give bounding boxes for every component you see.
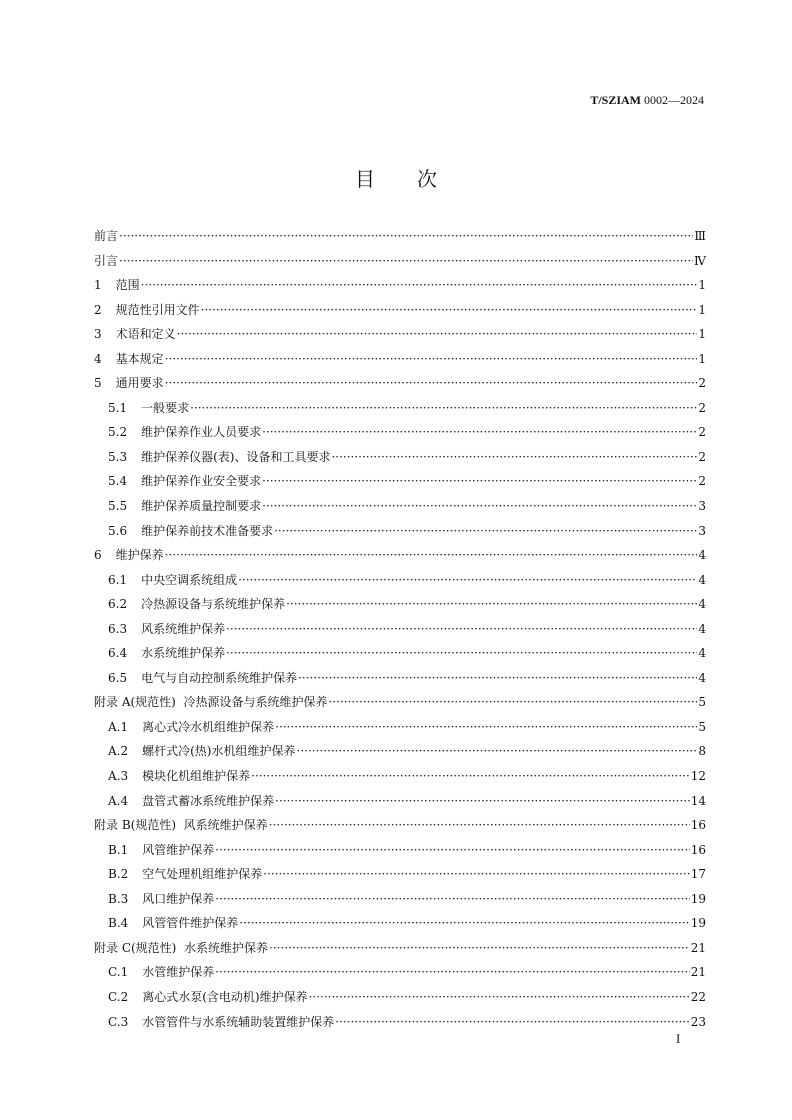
toc-entry-number: 3	[94, 327, 102, 342]
toc-entry-number: 6	[94, 548, 102, 563]
toc-entry-number: A.2	[108, 744, 129, 759]
toc-entry[interactable]	[94, 521, 706, 546]
toc-leader-dots	[263, 864, 689, 884]
toc-entry-number: 5.3	[108, 449, 128, 464]
toc-entry-page: 1	[698, 278, 706, 293]
toc-entry-page: 21	[690, 965, 706, 980]
toc-leader-dots	[275, 717, 697, 737]
toc-entry[interactable]	[94, 766, 706, 791]
page-title: 目次	[355, 167, 479, 191]
toc-entry-number: 6.4	[108, 646, 128, 661]
toc-entry[interactable]	[94, 962, 706, 987]
toc-entry-page: 3	[698, 499, 706, 514]
toc-entry-label: 范围	[115, 278, 140, 293]
toc-entry[interactable]	[94, 545, 706, 570]
toc-entry-page: 3	[698, 523, 706, 538]
toc-entry[interactable]	[94, 1012, 706, 1037]
toc-leader-dots	[215, 962, 690, 982]
toc-entry-label: 引言	[94, 253, 119, 268]
document-number	[590, 93, 704, 108]
toc-entry-page: 2	[698, 400, 706, 415]
table-of-contents	[94, 226, 706, 1036]
toc-entry-number: 6.2	[108, 597, 128, 612]
toc-leader-dots	[331, 447, 697, 467]
toc-entry[interactable]	[94, 643, 706, 668]
toc-entry-number: 4	[94, 351, 102, 366]
toc-leader-dots	[215, 889, 689, 909]
toc-entry[interactable]	[94, 324, 706, 349]
toc-entry-label: 空气处理机组维护保养	[142, 867, 263, 882]
toc-leader-dots	[298, 668, 697, 688]
document-prefix: T/SZIAM	[590, 93, 641, 107]
toc-entry-number: B.4	[108, 916, 129, 931]
toc-entry[interactable]	[94, 864, 706, 889]
toc-entry-number: 5	[94, 376, 102, 391]
toc-entry[interactable]	[94, 275, 706, 300]
toc-leader-dots	[119, 251, 693, 271]
toc-entry-page: 17	[690, 867, 706, 882]
toc-entry-label: 风口维护保养	[142, 891, 215, 906]
toc-leader-dots	[177, 324, 698, 344]
toc-leader-dots	[165, 349, 698, 369]
toc-leader-dots	[262, 422, 697, 442]
toc-entry-label: 螺杆式冷(热)水机组维护保养	[142, 744, 296, 759]
toc-entry-label: 风管管件维护保养	[142, 916, 239, 931]
toc-entry[interactable]	[94, 471, 706, 496]
toc-entry[interactable]	[94, 422, 706, 447]
toc-entry-page: 4	[698, 621, 706, 636]
toc-entry-number: 5.1	[108, 400, 128, 415]
toc-entry-page: 19	[690, 916, 706, 931]
toc-entry[interactable]	[94, 889, 706, 914]
toc-leader-dots	[275, 791, 690, 811]
toc-entry[interactable]	[94, 791, 706, 816]
toc-entry-label: 规范性引用文件	[115, 302, 200, 317]
toc-entry-label: 离心式水泵(含电动机)维护保养	[142, 989, 308, 1004]
toc-leader-dots	[141, 275, 698, 295]
toc-entry-page: Ⅲ	[694, 229, 706, 243]
toc-leader-dots	[119, 226, 693, 246]
toc-entry-number: B.3	[108, 891, 129, 906]
toc-entry-number: A.4	[108, 793, 129, 808]
toc-entry[interactable]	[94, 349, 706, 374]
toc-leader-dots	[328, 692, 697, 712]
page-number: I	[676, 1031, 681, 1046]
toc-leader-dots	[297, 741, 698, 761]
toc-entry-page: 4	[698, 548, 706, 563]
toc-leader-dots	[226, 643, 697, 663]
toc-entry-label: 附录 C(规范性) 水系统维护保养	[94, 940, 268, 955]
toc-leader-dots	[238, 570, 697, 590]
toc-leader-dots	[239, 913, 689, 933]
toc-entry-page: 5	[698, 719, 706, 734]
toc-entry-label: 维护保养作业安全要求	[141, 474, 262, 489]
toc-entry-page: 16	[690, 842, 706, 857]
toc-leader-dots	[269, 815, 690, 835]
toc-entry-number: A.1	[108, 719, 129, 734]
toc-entry-page: 12	[690, 769, 706, 784]
toc-entry-page: 16	[690, 818, 706, 833]
toc-entry-page: 21	[690, 940, 706, 955]
toc-entry-label: 盘管式蓄冰系统维护保养	[142, 793, 275, 808]
toc-entry-label: 一般要求	[141, 400, 190, 415]
toc-leader-dots	[226, 619, 697, 639]
toc-leader-dots	[215, 840, 689, 860]
toc-entry-label: 基本规定	[115, 351, 164, 366]
toc-entry[interactable]	[94, 373, 706, 398]
toc-leader-dots	[262, 496, 697, 516]
toc-entry-number: B.2	[108, 867, 129, 882]
toc-entry-number: C.1	[108, 965, 129, 980]
toc-entry[interactable]	[94, 300, 706, 325]
toc-entry-label: 离心式冷水机组维护保养	[142, 719, 275, 734]
toc-leader-dots	[269, 938, 690, 958]
toc-entry-label: 维护保养	[115, 548, 164, 563]
toc-entry-label: 水管管件与水系统辅助装置维护保养	[142, 1014, 335, 1029]
toc-entry-page: 1	[698, 351, 706, 366]
toc-entry-label: 附录 B(规范性) 风系统维护保养	[94, 818, 268, 833]
toc-entry-label: 通用要求	[115, 376, 164, 391]
toc-entry-number: C.3	[108, 1014, 129, 1029]
toc-entry[interactable]	[94, 692, 706, 717]
toc-entry-number: 5.4	[108, 474, 128, 489]
toc-entry-page: 4	[698, 597, 706, 612]
toc-entry-number: 5.6	[108, 523, 128, 538]
toc-entry-label: 维护保养质量控制要求	[141, 499, 262, 514]
toc-leader-dots	[309, 987, 690, 1007]
toc-entry[interactable]	[94, 251, 706, 276]
toc-entry-number: 5.2	[108, 425, 128, 440]
toc-entry[interactable]	[94, 913, 706, 938]
toc-entry-number: 5.5	[108, 499, 128, 514]
toc-entry[interactable]	[94, 570, 706, 595]
toc-leader-dots	[274, 521, 697, 541]
toc-entry[interactable]	[94, 717, 706, 742]
toc-entry-page: 23	[690, 1014, 706, 1029]
toc-entry-number: 6.3	[108, 621, 128, 636]
toc-entry-page: 19	[690, 891, 706, 906]
toc-entry-page: 4	[698, 670, 706, 685]
toc-entry-label: 水系统维护保养	[141, 646, 226, 661]
toc-entry-label: 前言	[94, 229, 119, 243]
toc-entry-label: 冷热源设备与系统维护保养	[141, 597, 286, 612]
toc-entry[interactable]	[94, 815, 706, 840]
toc-entry-label: 附录 A(规范性) 冷热源设备与系统维护保养	[94, 695, 328, 710]
toc-entry-page: 2	[698, 425, 706, 440]
toc-entry-number: B.1	[108, 842, 129, 857]
toc-entry-page: 14	[690, 793, 706, 808]
toc-leader-dots	[262, 471, 697, 491]
toc-entry-page: 1	[698, 327, 706, 342]
toc-entry-label: 维护保养仪器(表)、设备和工具要求	[141, 449, 331, 464]
toc-entry-label: 术语和定义	[115, 327, 176, 342]
toc-entry[interactable]	[94, 619, 706, 644]
toc-leader-dots	[335, 1012, 690, 1032]
toc-entry-page: 2	[698, 474, 706, 489]
toc-entry[interactable]	[94, 741, 706, 766]
toc-leader-dots	[165, 545, 698, 565]
toc-entry-page: 2	[698, 449, 706, 464]
toc-entry-page: Ⅳ	[694, 253, 706, 268]
toc-entry-page: 2	[698, 376, 706, 391]
document-code: 0002—2024	[641, 93, 704, 107]
toc-entry[interactable]	[94, 398, 706, 423]
toc-entry-label: 风系统维护保养	[141, 621, 226, 636]
toc-entry-label: 电气与自动控制系统维护保养	[141, 670, 298, 685]
toc-leader-dots	[286, 594, 697, 614]
toc-leader-dots	[165, 373, 698, 393]
toc-leader-dots	[201, 300, 698, 320]
toc-entry-label: 中央空调系统组成	[141, 572, 238, 587]
toc-entry-number: 6.1	[108, 572, 128, 587]
toc-entry[interactable]	[94, 496, 706, 521]
toc-entry-page: 1	[698, 302, 706, 317]
toc-entry-page: 8	[698, 744, 706, 759]
toc-entry[interactable]	[94, 668, 706, 693]
toc-entry[interactable]	[94, 987, 706, 1012]
toc-entry[interactable]	[94, 840, 706, 865]
toc-entry-number: A.3	[108, 769, 129, 784]
toc-entry-page: 4	[698, 646, 706, 661]
toc-entry[interactable]	[94, 447, 706, 472]
toc-entry-label: 风管维护保养	[142, 842, 215, 857]
toc-entry-label: 维护保养作业人员要求	[141, 425, 262, 440]
toc-entry-number: 1	[94, 278, 102, 293]
toc-entry-label: 维护保养前技术准备要求	[141, 523, 274, 538]
toc-entry-label: 模块化机组维护保养	[142, 769, 251, 784]
toc-entry-page: 4	[698, 572, 706, 587]
toc-entry[interactable]	[94, 938, 706, 963]
toc-entry-number: 2	[94, 302, 102, 317]
toc-entry[interactable]	[94, 226, 706, 251]
toc-entry-number: C.2	[108, 989, 129, 1004]
toc-entry-page: 5	[698, 695, 706, 710]
toc-entry-page: 22	[690, 989, 706, 1004]
toc-entry[interactable]	[94, 594, 706, 619]
toc-leader-dots	[251, 766, 690, 786]
toc-entry-label: 水管维护保养	[142, 965, 215, 980]
toc-leader-dots	[190, 398, 697, 418]
toc-entry-number: 6.5	[108, 670, 128, 685]
